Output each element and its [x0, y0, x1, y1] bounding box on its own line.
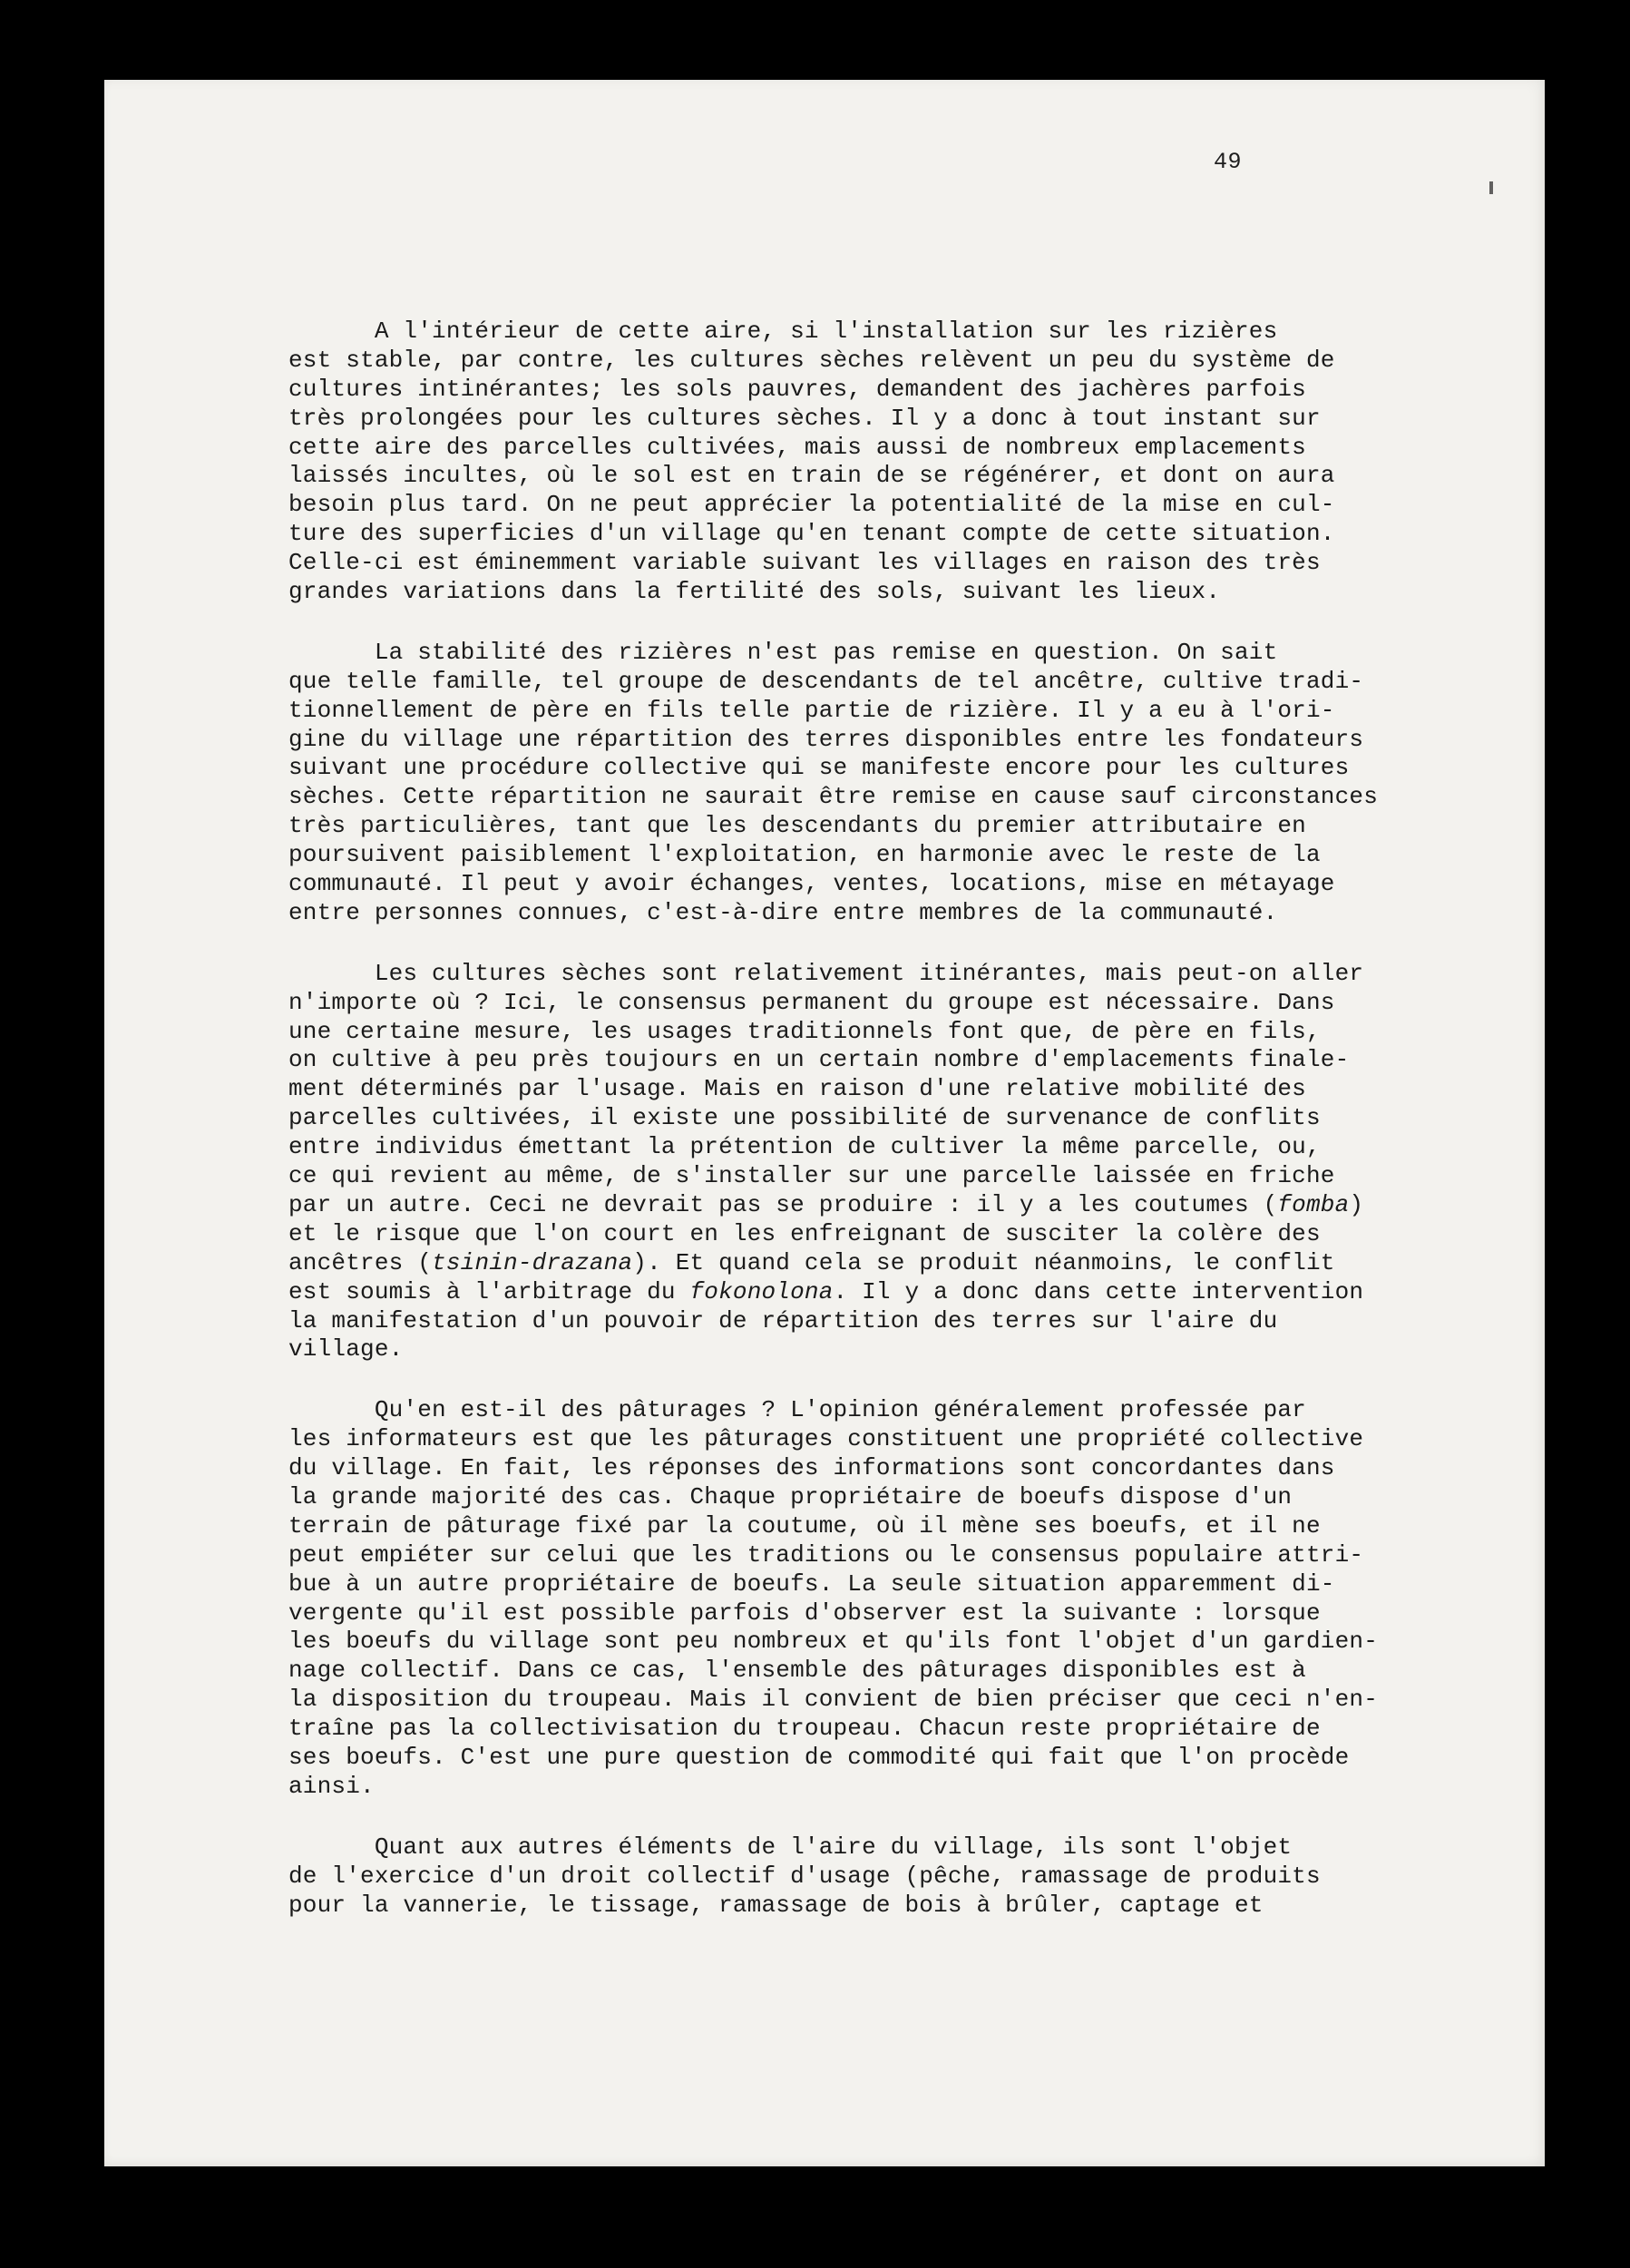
text-line: ses boeufs. C'est une pure question de commodité qui fait que l'on procède — [288, 1743, 1350, 1771]
text-line: Les cultures sèches sont relativement itinérantes, mais peut-on aller — [288, 959, 1364, 987]
body-text — [288, 318, 1430, 1951]
text-line: est stable, par contre, les cultures sèches relèvent un peu du système de — [288, 346, 1335, 374]
text-line: de l'exercice d'un droit collectif d'usage (pêche, ramassage de produits — [288, 1862, 1321, 1890]
text-line: par un autre. Ceci ne devrait pas se produire : il y a les coutumes (fomba) — [288, 1190, 1364, 1218]
text-line: parcelles cultivées, il existe une possibilité de survenance de conflits — [288, 1104, 1321, 1132]
text-line: on cultive à peu près toujours en un certain nombre d'emplacements finale- — [288, 1046, 1350, 1074]
paragraph-5 — [288, 1833, 1430, 1921]
text-line: vergente qu'il est possible parfois d'observer est la suivante : lorsque — [288, 1598, 1321, 1627]
text-line: village. — [288, 1335, 404, 1364]
text-line: peut empiéter sur celui que les traditions ou le consensus populaire attri- — [288, 1540, 1364, 1569]
text-line: cette aire des parcelles cultivées, mais aussi de nombreux emplacements — [288, 433, 1306, 461]
text-line: du village. En fait, les réponses des informations sont concordantes dans — [288, 1454, 1335, 1482]
text-line: ainsi. — [288, 1772, 375, 1800]
text-line: A l'intérieur de cette aire, si l'installation sur les rizières — [288, 318, 1278, 345]
paragraph-2 — [288, 639, 1430, 928]
text-line: entre personnes connues, c'est-à-dire entre membres de la communauté. — [288, 898, 1278, 926]
text-line: nage collectif. Dans ce cas, l'ensemble des pâturages disponibles est à — [288, 1657, 1306, 1685]
text-line: très prolongées pour les cultures sèches. Il y a donc à tout instant sur — [288, 404, 1321, 432]
text-line: bue à un autre propriétaire de boeufs. La seule situation apparemment di- — [288, 1569, 1335, 1598]
text-line: Celle-ci est éminemment variable suivant les villages en raison des très — [288, 549, 1321, 577]
text-line: entre individus émettant la prétention de cultiver la même parcelle, ou, — [288, 1133, 1321, 1161]
text-line: ture des superficies d'un village qu'en tenant compte de cette situation. — [288, 520, 1335, 548]
text-line: besoin plus tard. On ne peut apprécier la potentialité de la mise en cul- — [288, 491, 1335, 519]
paragraph-1 — [288, 318, 1430, 607]
text-line: suivant une procédure collective qui se manifeste encore pour les cultures — [288, 754, 1350, 782]
page-number: 49 — [1214, 149, 1243, 175]
text-line: poursuivent paisiblement l'exploitation, en harmonie avec le reste de la — [288, 841, 1321, 869]
text-line: n'importe où ? Ici, le consensus permanent du groupe est nécessaire. Dans — [288, 988, 1335, 1016]
text-line: traîne pas la collectivisation du troupeau. Chacun reste propriétaire de — [288, 1715, 1321, 1743]
text-line: La stabilité des rizières n'est pas remise en question. On sait — [288, 638, 1278, 666]
text-line: cultures intinérantes; les sols pauvres, demandent des jachères parfois — [288, 375, 1306, 403]
text-line: une certaine mesure, les usages traditionnels font que, de père en fils, — [288, 1017, 1321, 1045]
text-line: tionnellement de père en fils telle partie de rizière. Il y a eu à l'ori- — [288, 696, 1335, 724]
text-line: la manifestation d'un pouvoir de répartition des terres sur l'aire du — [288, 1306, 1278, 1334]
text-line: Quant aux autres éléments de l'aire du village, ils sont l'objet — [288, 1833, 1293, 1861]
text-line: et le risque que l'on court en les enfreignant de susciter la colère des — [288, 1219, 1321, 1247]
text-line: la grande majorité des cas. Chaque propriétaire de boeufs dispose d'un — [288, 1482, 1293, 1510]
text-line: que telle famille, tel groupe de descendants de tel ancêtre, cultive tradi- — [288, 667, 1364, 695]
scan-mark — [1489, 181, 1493, 194]
text-line: ce qui revient au même, de s'installer sur une parcelle laissée en friche — [288, 1162, 1335, 1190]
text-line: est soumis à l'arbitrage du fokonolona. Il y a donc dans cette intervention — [288, 1277, 1364, 1305]
text-line: les informateurs est que les pâturages constituent une propriété collective — [288, 1425, 1364, 1453]
text-line: communauté. Il peut y avoir échanges, ventes, locations, mise en métayage — [288, 870, 1335, 898]
text-line: terrain de pâturage fixé par la coutume, où il mène ses boeufs, et il ne — [288, 1511, 1321, 1540]
text-line: grandes variations dans la fertilité des sols, suivant les lieux. — [288, 578, 1221, 606]
text-line: sèches. Cette répartition ne saurait être remise en cause sauf circonstances — [288, 783, 1378, 811]
text-line: la disposition du troupeau. Mais il convient de bien préciser que ceci n'en- — [288, 1686, 1378, 1714]
text-line: pour la vannerie, le tissage, ramassage de bois à brûler, captage et — [288, 1891, 1264, 1919]
text-line: laissés incultes, où le sol est en train de se régénérer, et dont on aura — [288, 462, 1335, 490]
text-line: gine du village une répartition des terres disponibles entre les fondateurs — [288, 725, 1364, 753]
text-line: les boeufs du village sont peu nombreux et qu'ils font l'objet d'un gardien- — [288, 1628, 1378, 1656]
text-line: Qu'en est-il des pâturages ? L'opinion généralement professée par — [288, 1396, 1306, 1424]
paragraph-3 — [288, 960, 1430, 1364]
text-line: ancêtres (tsinin-drazana). Et quand cela se produit néanmoins, le conflit — [288, 1248, 1335, 1276]
paragraph-4 — [288, 1396, 1430, 1801]
text-line: ment déterminés par l'usage. Mais en raison d'une relative mobilité des — [288, 1075, 1306, 1103]
text-line: très particulières, tant que les descendants du premier attributaire en — [288, 812, 1306, 840]
